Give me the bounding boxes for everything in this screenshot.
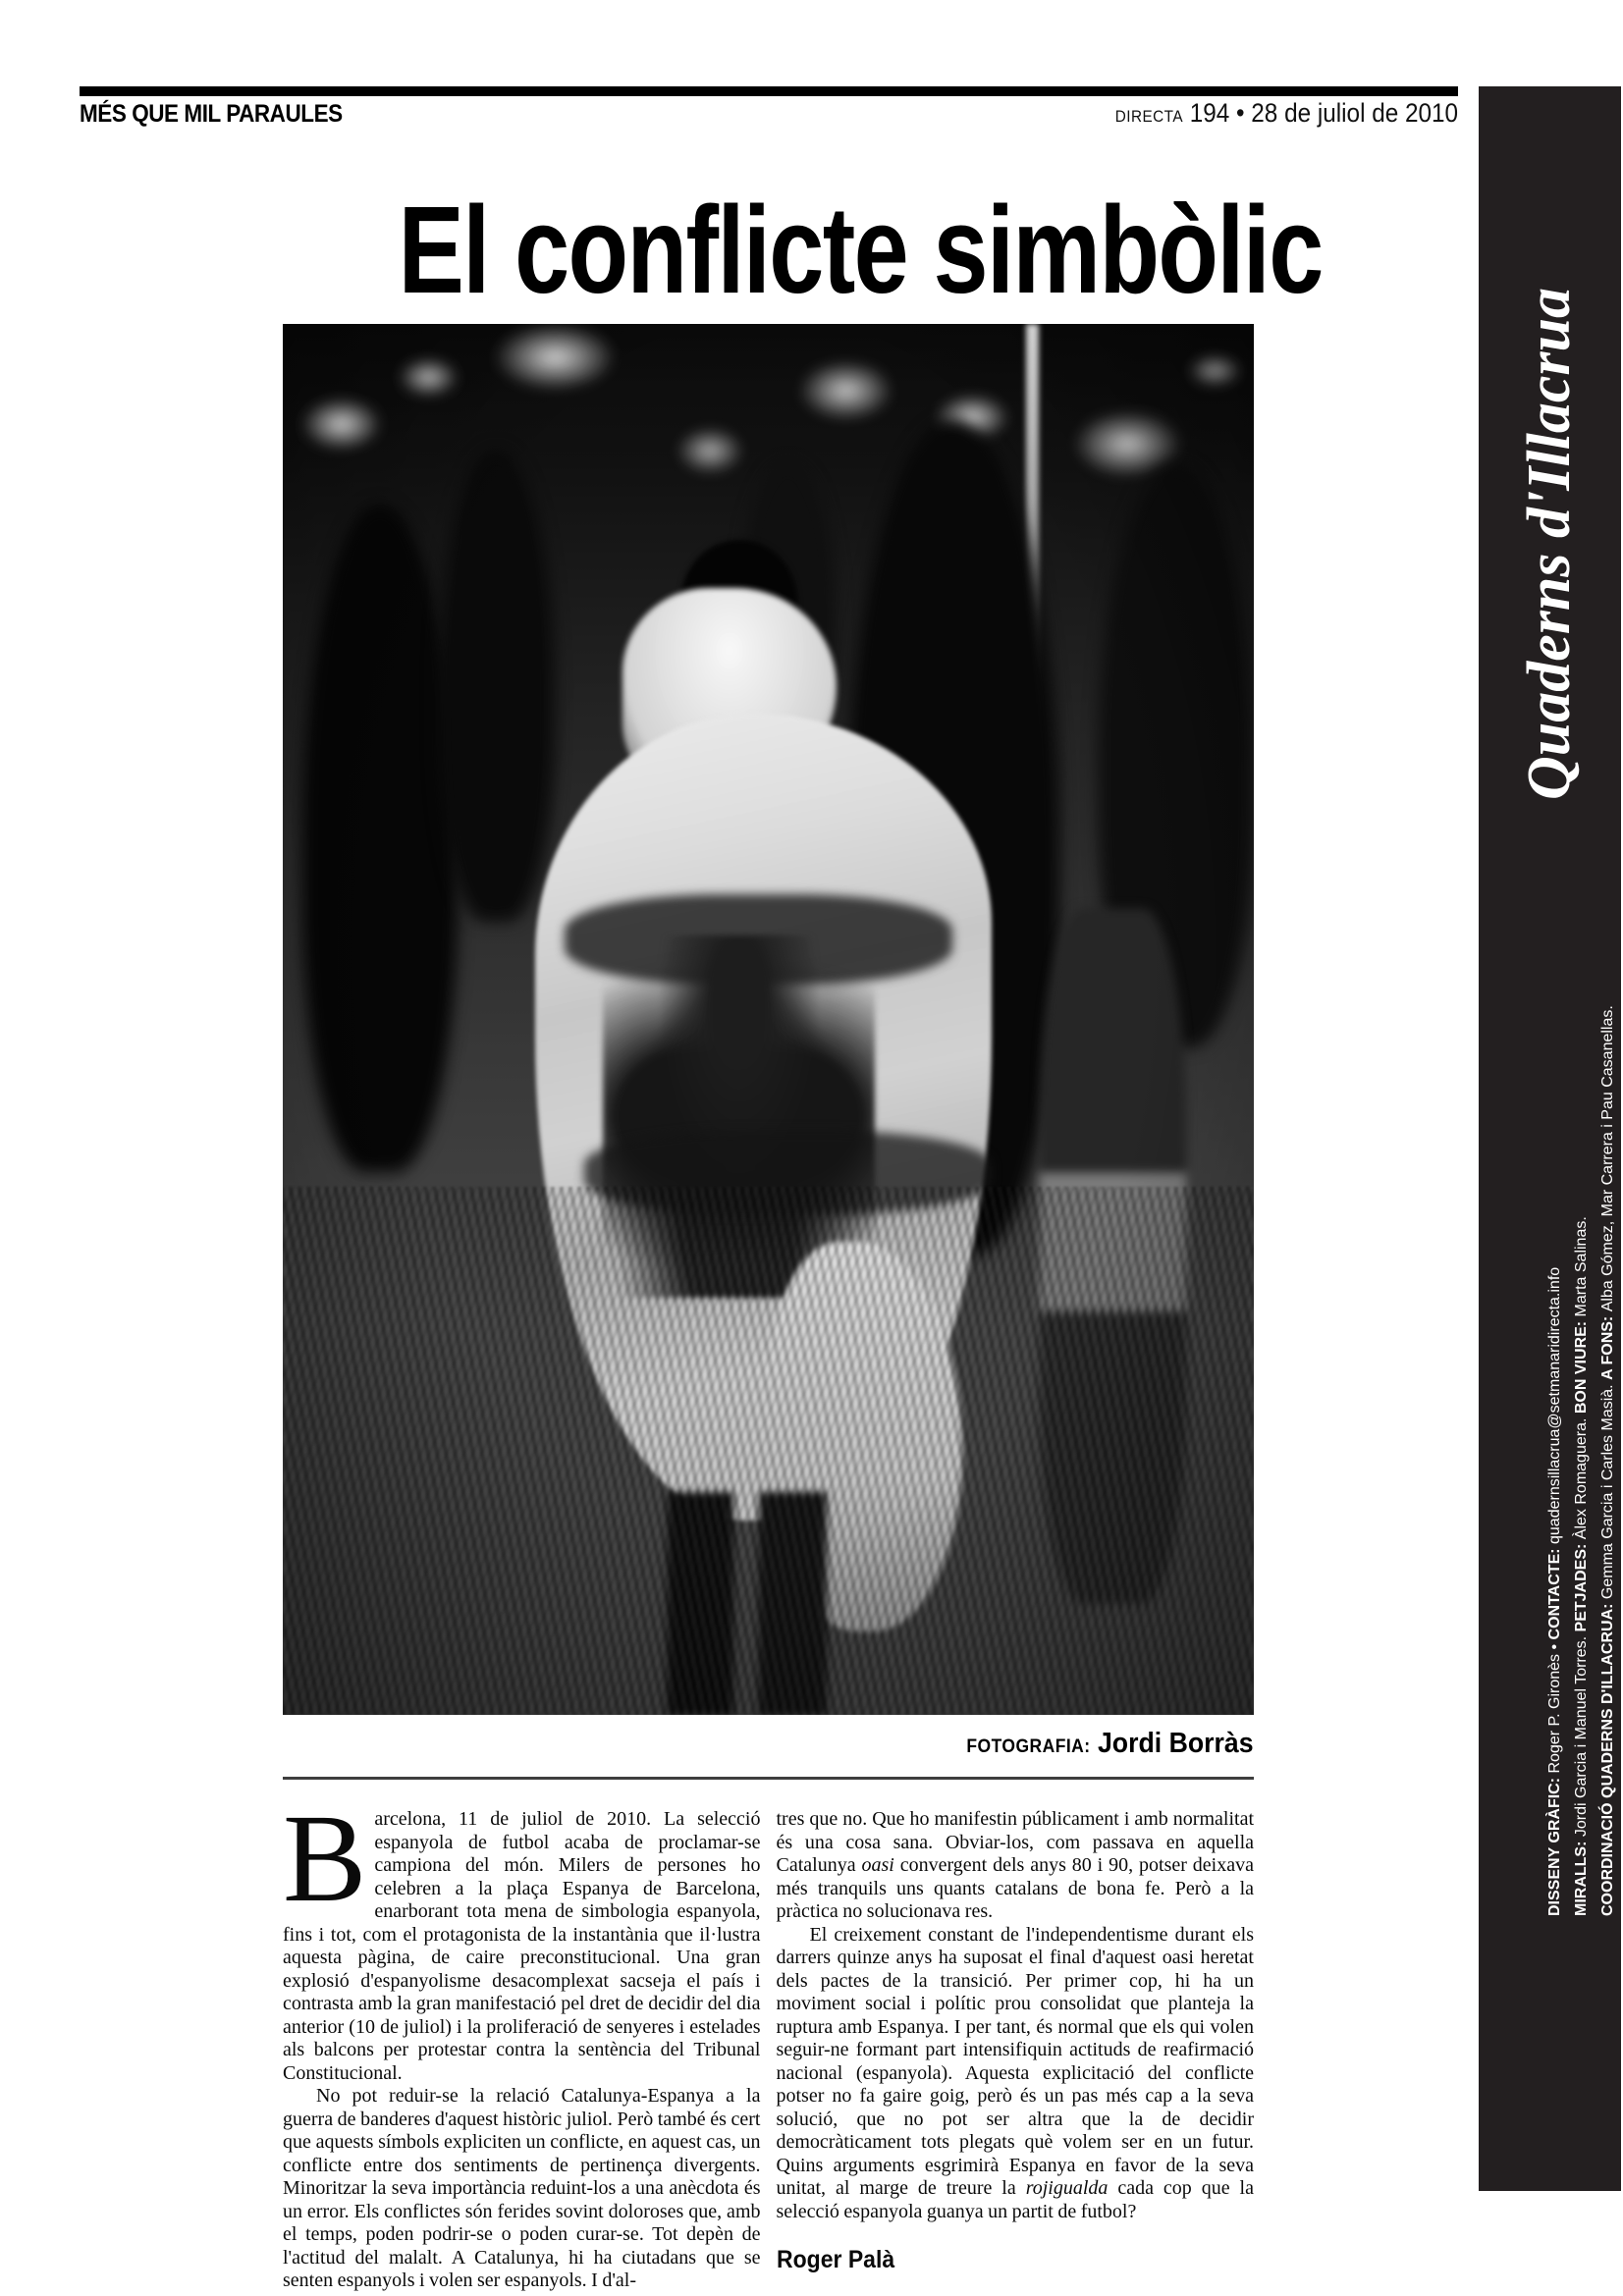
article-title-text: El conflicte simbòlic [398, 181, 1323, 319]
issue-brand: DIRECTA [1114, 107, 1183, 126]
section-kicker: MÉS QUE MIL PARAULES [80, 100, 343, 128]
credits-sections: MIRALLS: Jordi Garcia i Manuel Torres. PETJADES: Àlex Romaguera. BON VIURE: Marta Salinas. [1573, 1216, 1590, 1916]
paragraph: tres que no. Que ho manifestin públicament i amb normalitat és una cosa sana. Obviar-los, com passava en aquella Catalunya oasi convergent dels anys 80 i 90, potser deixava més tranquils uns quants catalans de bona fe. Però a la pràctica no solucionava res. [776, 1808, 1254, 1922]
photo-credit-label: FOTOGRAFIA: [966, 1736, 1091, 1757]
sidebar-credits [1542, 1005, 1621, 1916]
masthead-vertical: Quaderns d'Illacrua [1516, 288, 1583, 800]
article-divider-rule [283, 1777, 1254, 1780]
paragraph-text: arcelona, 11 de juliol de 2010. La selecció espanyola de futbol acaba de proclamar-se campiona del món. Milers de persones ho celebren a la plaça Espanya de Barcelona, enarborant tota mena de simbologia espanyola, fins i tot, com el protagonista de la instantània que il·lustra aquesta pàgina, de caire preconstitucional. Una gran explosió d'espanyolisme desacomplexat sacseja el país i contrasta amb la gran manifestació pel dret de decidir del dia anterior (10 de juliol) i la proliferació de senyeres i estelades als balcons per protestar contra la sentència del Tribunal Constitucional. [283, 1808, 761, 2084]
sidebar-strip [1479, 86, 1621, 2191]
photo-credit [967, 1728, 1254, 1760]
header-rule [80, 86, 1458, 96]
paragraph: El creixement constant de l'independentisme durant els darrers quinze anys ha suposat el final d'aquest oasi heretat dels pactes de la transició. Per primer cop, hi ha un moviment social i polític prou consolidat que planteja la ruptura amb Espanya. I per tant, és normal que els qui volen seguir-ne formant part intensifiquin actituds de reafirmació nacional (espanyola). Aquesta explicitació del conflicte potser no fa gaire goig, però és un pas més cap a la seva solució, que no pot ser altra que la de decidir democràticament tots plegats què volem ser en un futur. Quins arguments esgrimirà Espanya en favor de la seva unitat, al marge de treure la rojigualda cada cop que la selecció espanyola guanya un partit de futbol? [776, 1923, 1254, 2222]
dropcap: B [283, 1789, 367, 1928]
text-column-2 [777, 1808, 1255, 2293]
credits-design-contact: DISSENY GRÀFIC: Roger P. Gironès • CONTACTE: quadernsillacrua@setmanaridirecta.info [1546, 1266, 1563, 1916]
paragraph: No pot reduir-se la relació Catalunya-Espanya a la guerra de banderes d'aquest històric juliol. Però també és cert que aquests símbols expliciten un conflicte, en aquest cas, un conflicte entre dos sentiments de pertinença divergents. Minoritzar la seva importància reduint-los a una anècdota és un error. Els conflictes són ferides sovint doloroses que, amb el temps, poden podrir-se o poden curar-se. Tot depèn de l'actitud del malalt. A Catalunya, hi ha ciutadans que se senten espanyols i volen ser espanyols. I d'al- [283, 2085, 761, 2291]
paragraph [283, 1789, 761, 2085]
issue-number-date: 194 • 28 de juliol de 2010 [1182, 98, 1458, 128]
article-title [283, 181, 1323, 319]
credits-coordination: COORDINACIÓ QUADERNS D'ILLACRUA: Gemma Garcia i Carles Masià. A FONS: Alba Gómez, Mar Carrera i Pau Casanellas. [1599, 1005, 1616, 1916]
article-photo [283, 324, 1254, 1715]
issue-info [1115, 98, 1458, 129]
photo-vignette [283, 324, 1254, 1715]
text-column-1 [283, 1789, 761, 2293]
photo-credit-name: Jordi Borràs [1090, 1728, 1254, 1759]
byline: Roger Palà [776, 2246, 894, 2273]
article-body [283, 1789, 1254, 2293]
